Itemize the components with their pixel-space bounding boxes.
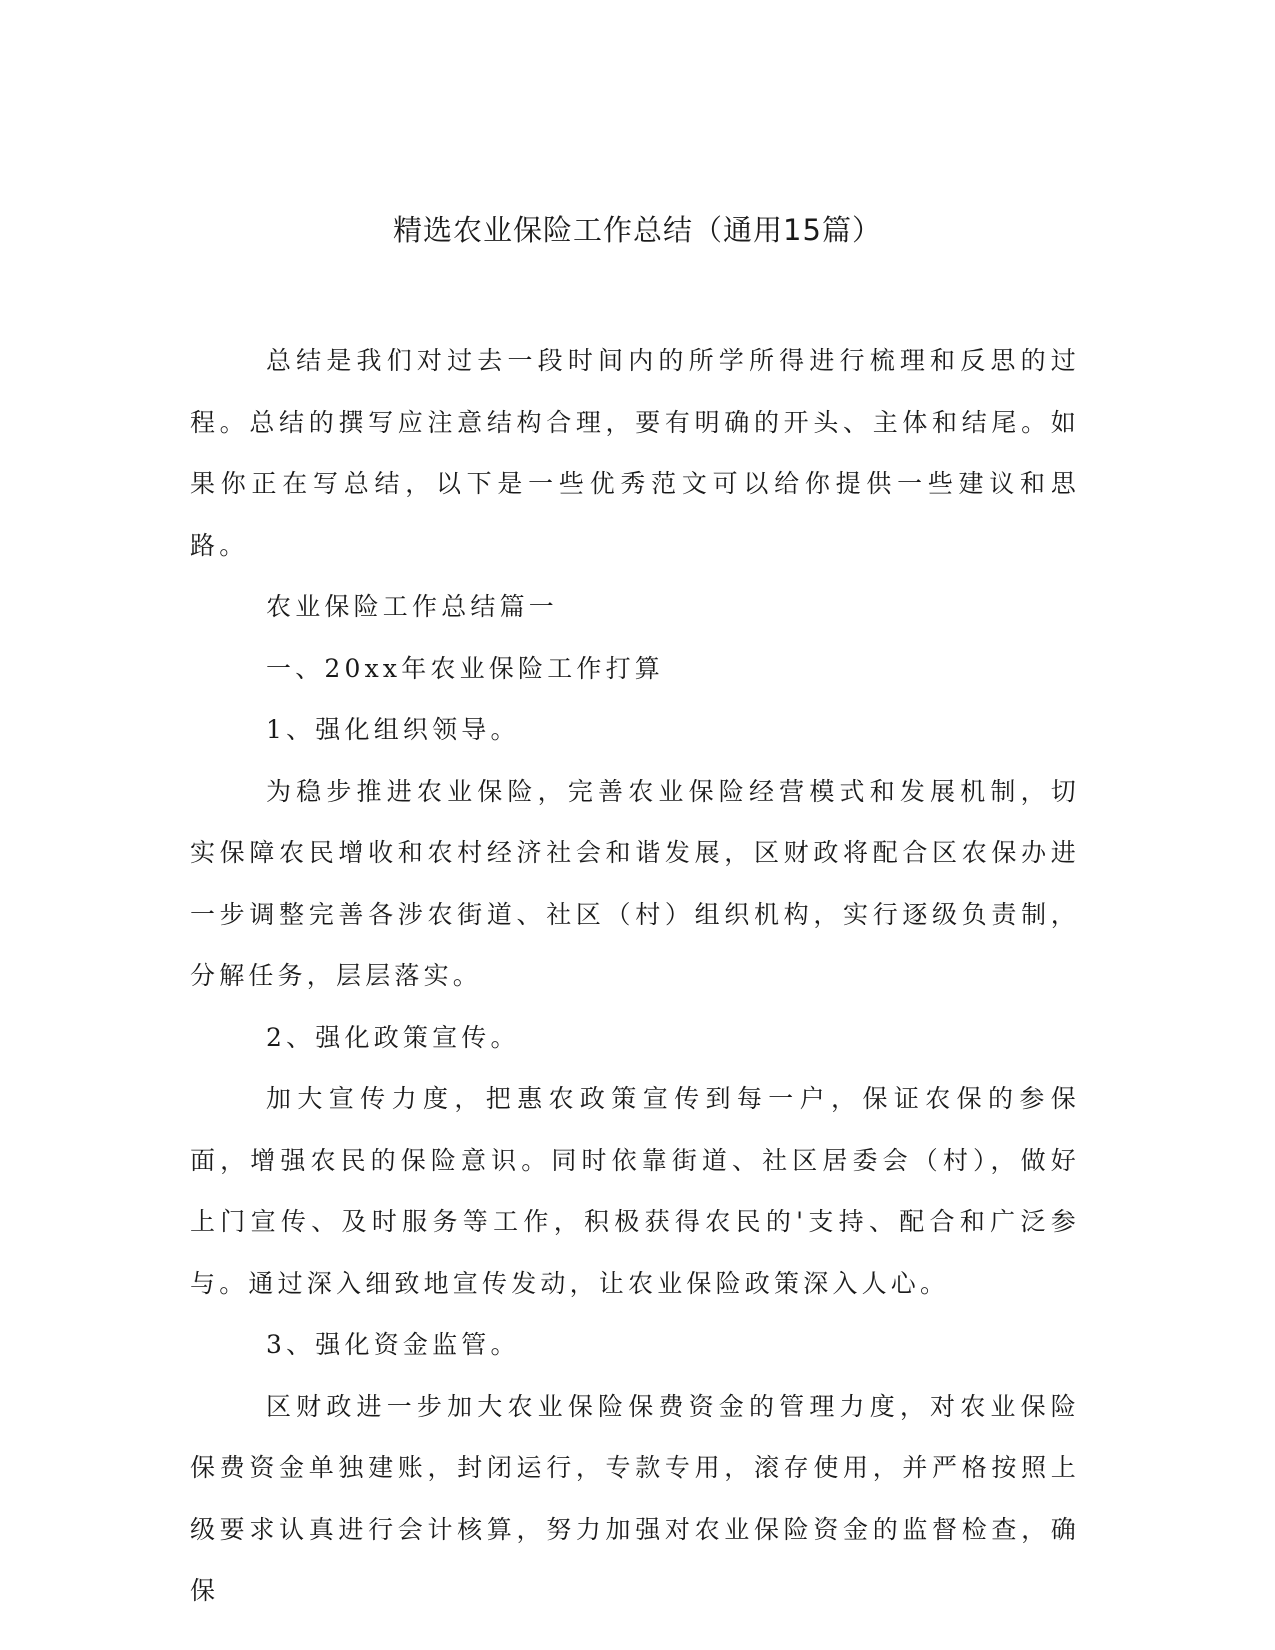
document-body [190,330,1080,1622]
document-title: 精选农业保险工作总结（通用15篇） [393,213,882,247]
item-heading-3: 3、强化资金监管。 [266,1330,520,1359]
paragraph-intro: 总结是我们对过去一段时间内的所学所得进行梳理和反思的过程。总结的撰写应注意结构合理，要有明确的开头、主体和结尾。如果你正在写总结，以下是一些优秀范文可以给你提供一些建议和思路。 [190,346,1080,560]
paragraph-item-3: 区财政进一步加大农业保险保费资金的管理力度，对农业保险保费资金单独建账，封闭运行，专款专用，滚存使用，并严格按照上级要求认真进行会计核算，努力加强对农业保险资金的监督检查，确保 [190,1391,1080,1605]
subsection-heading: 一、20xx年农业保险工作打算 [266,653,665,683]
item-heading-2: 2、强化政策宣传。 [266,1022,520,1052]
paragraph-item-1: 为稳步推进农业保险，完善农业保险经营模式和发展机制，切实保障农民增收和农村经济社会和谐发展，区财政将配合区农保办进一步调整完善各涉农街道、社区（村）组织机构，实行逐级负责制，分解任务，层层落实。 [190,776,1080,990]
section-heading: 农业保险工作总结篇一 [266,592,559,621]
paragraph-item-2: 加大宣传力度，把惠农政策宣传到每一户，保证农保的参保面，增强农民的保险意识。同时依靠街道、社区居委会（村），做好上门宣传、及时服务等工作，积极获得农民的'支持、配合和广泛参与。通过深入细致地宣传发动，让农业保险政策深入人心。 [190,1084,1080,1298]
item-heading-1: 1、强化组织领导。 [266,715,520,744]
